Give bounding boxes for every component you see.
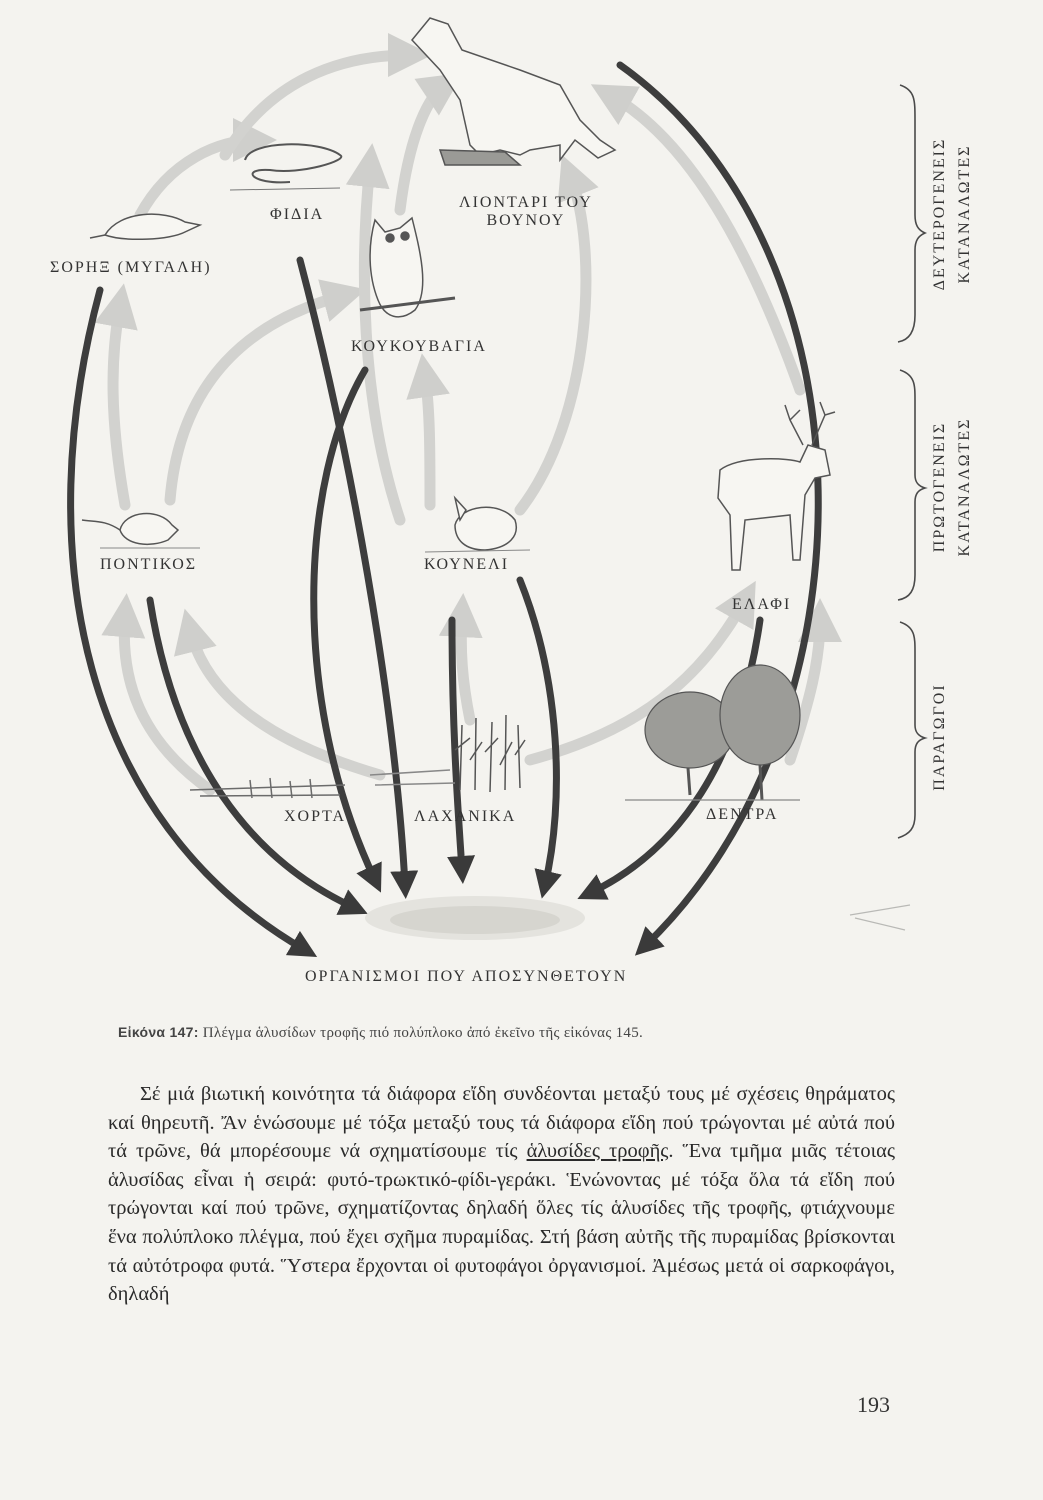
label-snake: ΦΙΔΙΑ: [270, 206, 325, 223]
rabbit-drawing: [425, 498, 530, 552]
label-mountain-lion-line1: ΛΙΟΝΤΑΡΙ ΤΟΥ: [459, 194, 593, 211]
arrow-vegetables-to-mouse: [190, 630, 380, 775]
arrow-rabbit-to-decomposers: [520, 580, 556, 885]
arrow-vegetables-to-rabbit: [461, 615, 470, 720]
snake-drawing: [230, 144, 341, 190]
caption-text: Πλέγμα ἁλυσίδων τροφῆς πιό πολύπλοκο ἀπό ἐκεῖνο τῆς εἰκόνας 145.: [202, 1025, 644, 1041]
label-mountain-lion-line2: ΒΟΥΝΟΥ: [486, 212, 566, 229]
figure-caption: [118, 1024, 643, 1042]
bracket-secondary-consumers: [898, 85, 925, 342]
arrow-owl-to-lion: [400, 85, 445, 210]
label-owl: ΚΟΥΚΟΥΒΑΓΙΑ: [351, 338, 487, 355]
paragraph-text-before: Σέ μιά βιωτική κοινότητα τά διάφορα εἴδη συνδέονται μεταξύ τους μέ σχέσεις θηράματος καί θηρευτῆ. Ἄν ἑνώσουμε μέ τόξα μεταξύ τους τά διάφορα εἴδη πού τρώγονται μέ αὐτά πού τά τρῶνε, θά μπορέσουμε νά σχηματίσουμε τίς: [108, 1083, 895, 1163]
paragraph-underlined-term: ἁλυσίδες τροφῆς: [526, 1140, 669, 1163]
arrow-mouse-to-shrew: [113, 305, 125, 505]
paragraph-text-after: . Ἕνα τμῆμα μιᾶς τέτοιας ἁλυσίδας εἶναι ἡ σειρά: φυτό-τρωκτικό-φίδι-γεράκι. Ἑνώνοντας μέ τόξα ὅλα τά εἴδη πού τρώγονται καί πού τρῶνε, σχηματίζοντας δηλαδή ὅλες τίς ἁλυσίδες τῆς τροφῆς, φτιάχνουμε ἕνα πολύπλοκο πλέγμα, πού ἔχει σχῆμα πυραμίδας. Στή βάση αὐτῆς τῆς πυραμίδας βρίσκονται τά αὐτότροφα φυτά. Ὕστερα ἔρχονται οἱ φυτοφάγοι ὀργανισμοί. Ἀμέσως μετά οἱ σαρκοφάγοι, δηλαδή: [108, 1140, 895, 1306]
level-secondary-line2: ΚΑΤΑΝΑΛΩΤΕΣ: [956, 144, 973, 284]
label-deer: ΕΛΑΦΙ: [732, 596, 792, 613]
trophic-brackets: [898, 85, 925, 838]
owl-drawing: [360, 218, 455, 317]
level-secondary-line1: ΔΕΥΤΕΡΟΓΕΝΕΙΣ: [931, 137, 948, 291]
label-rabbit: ΚΟΥΝΕΛΙ: [424, 556, 510, 573]
label-shrew: ΣΟΡΗΞ (ΜΥΓΑΛΗ): [50, 259, 212, 276]
caption-label: Εἰκόνα 147:: [118, 1024, 199, 1040]
level-primary-line1: ΠΡΩΤΟΓΕΝΕΙΣ: [931, 421, 948, 553]
body-paragraph: [108, 1080, 895, 1309]
arrow-deer-to-lion: [610, 95, 800, 390]
bracket-producers: [898, 622, 925, 838]
decomposer-soil: [365, 896, 585, 940]
pencil-mark: [850, 905, 910, 930]
shrew-drawing: [90, 214, 200, 239]
label-mountain-lion: [459, 194, 593, 230]
label-mouse: ΠΟΝΤΙΚΟΣ: [100, 556, 198, 573]
mouse-drawing: [82, 514, 200, 548]
level-primary-line2: ΚΑΤΑΝΑΛΩΤΕΣ: [956, 417, 973, 557]
bracket-primary-consumers: [898, 370, 925, 600]
level-producers: ΠΑΡΑΓΩΓΟΙ: [931, 683, 948, 791]
label-trees: ΔΕΝΤΡΑ: [706, 806, 779, 823]
arrow-shrew-to-snake: [140, 140, 255, 215]
label-vegetables: ΛΑΧΑΝΙΚΑ: [414, 808, 517, 825]
page-number: 193: [857, 1392, 890, 1417]
label-decomposers: ΟΡΓΑΝΙΣΜΟΙ ΠΟΥ ΑΠΟΣΥΝΘΕΤΟΥΝ: [305, 968, 628, 985]
arrow-rabbit-to-owl: [425, 375, 430, 505]
label-grass: ΧΟΡΤΑ: [284, 808, 347, 825]
